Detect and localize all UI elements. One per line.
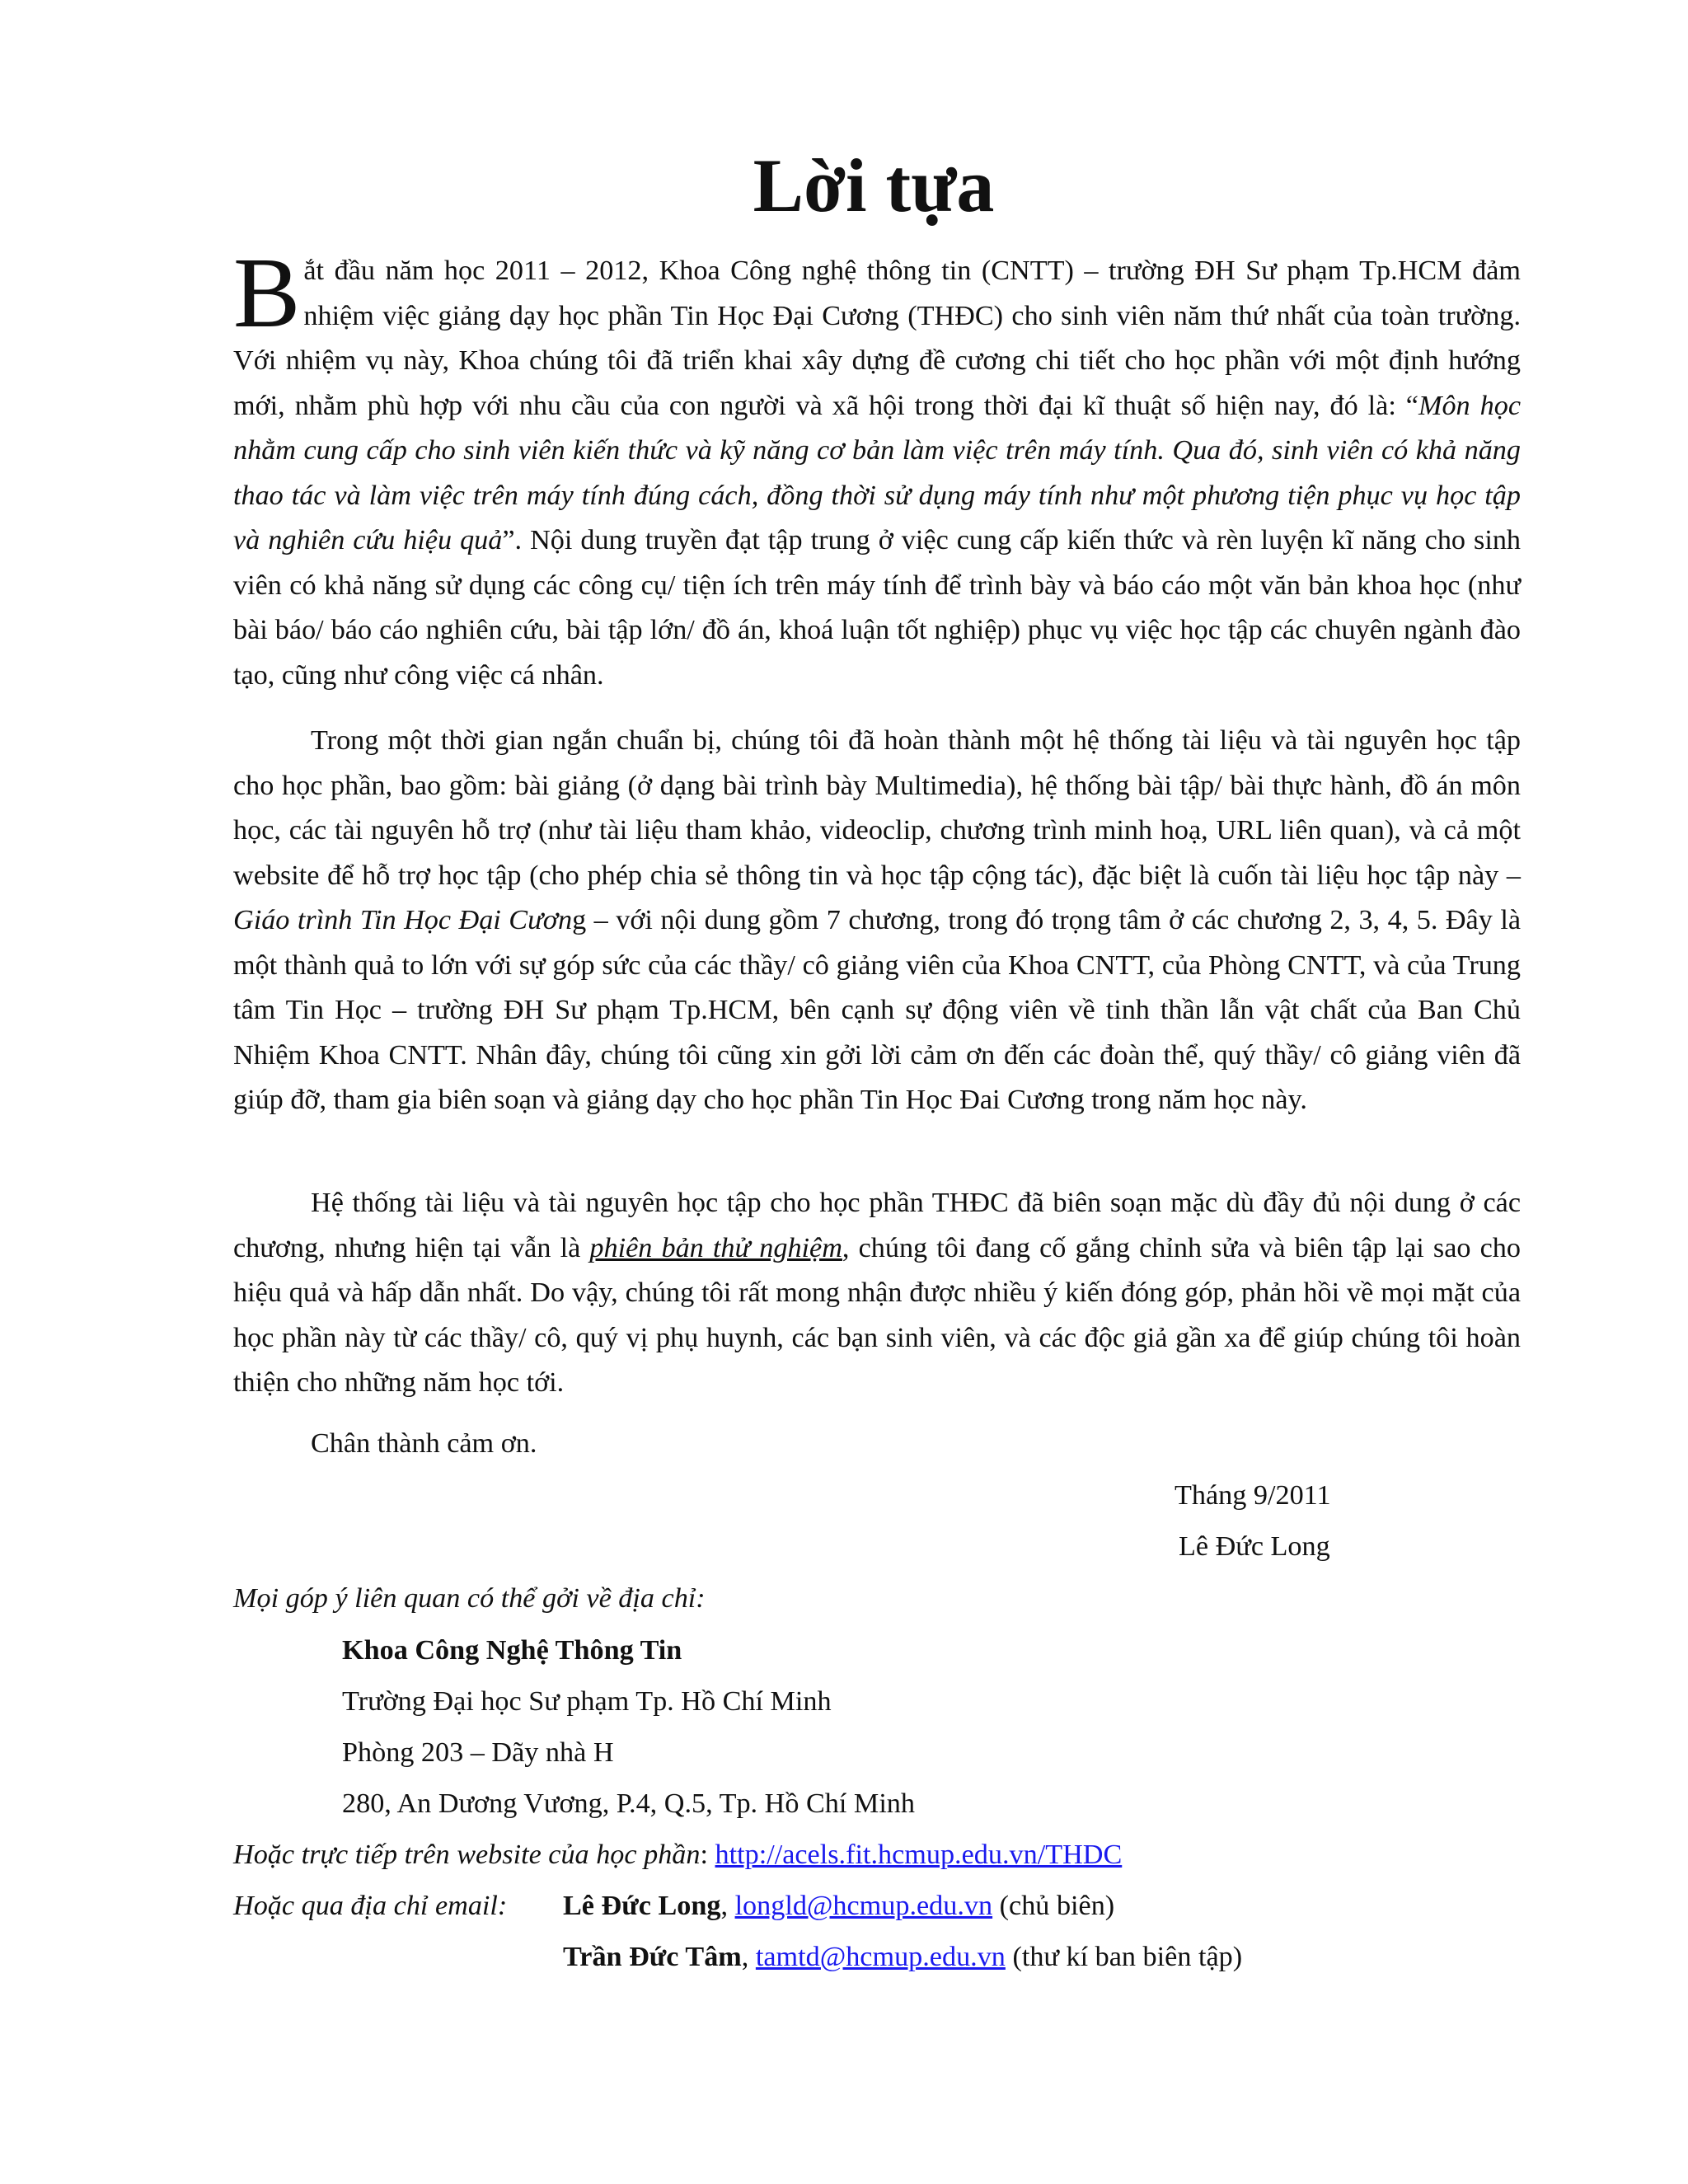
resources-text-part-1: Trong một thời gian ngắn chuẩn bị, chúng tôi đã hoàn thành một hệ thống tài liệu và tài nguyên học tập cho học phần, bao gồm: bài giảng (ở dạng bài trình bày Multimedia), hệ thống bài tập/ bài thực hành, đồ án môn học, các tài nguyên hỗ trợ (như tài liệu tham khảo, videoclip, chương trình minh hoạ, URL liên quan), và cả một website để hỗ trợ học tập (cho phép chia sẻ thông tin và học tập cộng tác), đặc biệt là cuốn tài liệu học tập này – [233, 725, 1521, 891]
intro-text-part-2: ”. Nội dung truyền đạt tập trung ở việc cung cấp kiến thức và rèn luyện kĩ năng cho sinh viên có khả năng sử dụng các công cụ/ tiện ích trên máy tính để trình bày và báo cáo một văn bản khoa học (như bài báo/ báo cáo nghiên cứu, bài tập lớn/ đồ án, khoá luận tốt nghiệp) phục vụ việc học tập các chuyên ngành đào tạo, cũng như công việc cá nhân. [233, 525, 1522, 691]
email-comma: , [720, 1891, 735, 1921]
resources-paragraph [233, 719, 1521, 1123]
secretary-role: (thư kí ban biên tập) [1005, 1942, 1243, 1972]
email-line-2 [563, 1938, 1242, 1976]
intro-text-part-1: ắt đầu năm học 2011 – 2012, Khoa Công nghệ thông tin (CNTT) – trường ĐH Sư phạm Tp.HCM đảm nhiệm việc giảng dạy học phần Tin Học Đại Cương (THĐC) cho sinh viên năm thứ nhất của toàn trường. Với nhiệm vụ này, Khoa chúng tôi đã triển khai xây dựng đề cương chi tiết cho học phần với một định hướng mới, nhằm phù hợp với nhu cầu của con người và xã hội trong thời đại kĩ thuật số hiện nay, đó là: “ [233, 255, 1521, 421]
website-lead: Hoặc trực tiếp trên website của học phần [233, 1840, 701, 1870]
contact-lead: Mọi góp ý liên quan có thể gởi về địa chỉ: [233, 1583, 706, 1614]
email-lead: Hoặc qua địa chỉ email: [233, 1891, 508, 1921]
secretary-email-link[interactable]: tamtd@hcmup.edu.vn [755, 1942, 1006, 1972]
editor-name: Lê Đức Long [563, 1891, 721, 1921]
website-link[interactable]: http://acels.fit.hcmup.edu.vn/THDC [715, 1840, 1123, 1870]
textbook-title: Giáo trình Tin Học Đại Cươn [233, 905, 573, 935]
course-objective-quote: Môn học nhằm cung cấp cho sinh viên kiến thức và kỹ năng cơ bản làm việc trên máy tính. Qua đó, sinh viên có khả năng thao tác và làm việc trên máy tính đúng cách, đồng thời sử dụng máy tính như một phương tiện phục vụ học tập và nghiên cứu hiệu quả [233, 390, 1521, 555]
email-comma: , [741, 1942, 756, 1972]
resources-text-part-2: g – với nội dung gồm 7 chương, trong đó trọng tâm ở các chương 2, 3, 4, 5. Đây là một thành quả to lớn với sự góp sức của các thầy/ cô giảng viên của Khoa CNTT, của Phòng CNTT, và của Trung tâm Tin Học – trường ĐH Sư phạm Tp.HCM, bên cạnh sự động viên về tinh thần lẫn vật chất của Ban Chủ Nhiệm Khoa CNTT. Nhân đây, chúng tôi cũng xin gởi lời cảm ơn đến các đoàn thể, quý thầy/ cô giảng viên đã giúp đỡ, tham gia biên soạn và giảng dạy cho học phần Tin Học Đai Cương trong năm học này. [233, 905, 1521, 1115]
signature-author: Lê Đức Long [1179, 1531, 1330, 1562]
contact-department: Khoa Công Nghệ Thông Tin [342, 1635, 682, 1666]
thanks-line: Chân thành cảm ơn. [311, 1428, 537, 1459]
signature-date: Tháng 9/2011 [1175, 1480, 1331, 1511]
drop-cap: B [233, 237, 301, 349]
editor-email-link[interactable]: longld@hcmup.edu.vn [734, 1891, 993, 1921]
page-title: Lời tựa [753, 143, 995, 227]
feedback-paragraph [233, 1181, 1521, 1406]
email-line-1 [233, 1887, 1114, 1925]
contact-street-address: 280, An Dương Vương, P.4, Q.5, Tp. Hồ Chí Minh [342, 1788, 915, 1819]
feedback-text-part-2: , chúng tôi đang cố gắng chỉnh sửa và biên tập lại sao cho hiệu quả và hấp dẫn nhất. Do vậy, chúng tôi rất mong nhận được nhiều ý kiến đóng góp, phản hồi về mọi mặt của học phần này từ các thầy/ cô, quý vị phụ huynh, các bạn sinh viên, và các độc giả gần xa để giúp chúng tôi hoàn thiện cho những năm học tới. [233, 1232, 1521, 1398]
feedback-text-part-1: Hệ thống tài liệu và tài nguyên học tập cho học phần THĐC đã biên soạn mặc dù đầy đủ nội dung ở các chương, nhưng hiện tại vẫn là [233, 1188, 1521, 1263]
website-separator: : [700, 1840, 715, 1870]
contact-room: Phòng 203 – Dãy nhà H [342, 1737, 614, 1768]
editor-role: (chủ biên) [992, 1891, 1115, 1921]
contact-university: Trường Đại học Sư phạm Tp. Hồ Chí Minh [342, 1686, 832, 1717]
secretary-name: Trần Đức Tâm [563, 1942, 742, 1972]
website-line [233, 1836, 1122, 1874]
trial-version-emphasis: phiên bản thử nghiệm [589, 1232, 842, 1263]
intro-paragraph [233, 237, 1522, 698]
